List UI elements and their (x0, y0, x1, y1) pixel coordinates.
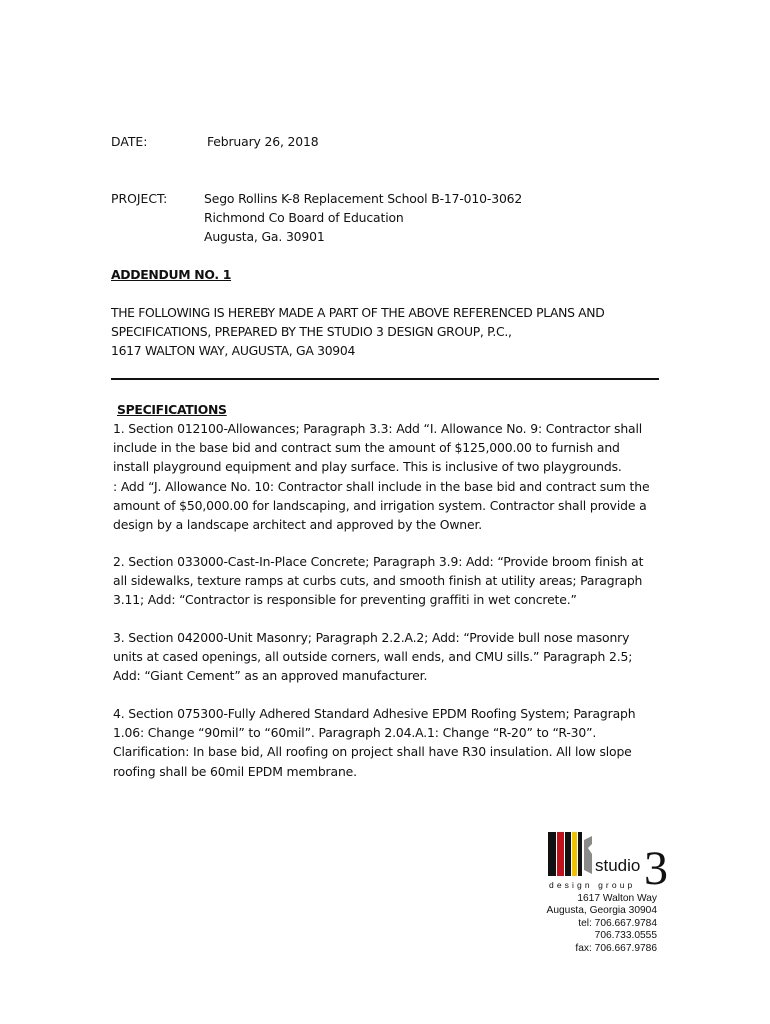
address-city: Augusta, Georgia 30904 (546, 905, 657, 917)
spec-line: include in the base bid and contract sum the amount of $125,000.00 to furnish and (113, 440, 620, 456)
spec-item-3 (113, 628, 632, 686)
addendum-title: ADDENDUM NO. 1 (111, 267, 232, 282)
address-street: 1617 Walton Way (577, 893, 657, 904)
intro-line: THE FOLLOWING IS HEREBY MADE A PART OF THE ABOVE REFERENCED PLANS AND (111, 305, 605, 320)
studio3-logo (548, 830, 668, 895)
address-block (547, 893, 657, 955)
spec-line: design by a landscape architect and approved by the Owner. (113, 517, 483, 533)
project-label: PROJECT: (111, 191, 168, 206)
spec-line: all sidewalks, texture ramps at curbs cuts, and smooth finish at utility areas; Paragraph (113, 573, 643, 589)
intro-line: SPECIFICATIONS, PREPARED BY THE STUDIO 3 DESIGN GROUP, P.C., (111, 324, 512, 339)
project-line: Richmond Co Board of Education (204, 210, 404, 225)
spec-line: : Add “J. Allowance No. 10: Contractor shall include in the base bid and contract sum the (113, 478, 650, 494)
spec-item-2 (113, 552, 643, 610)
specs-heading: SPECIFICATIONS (117, 402, 227, 417)
spec-line: 1.06: Change “90mil” to “60mil”. Paragraph 2.04.A.1: Change “R-20” to “R-30”. (113, 725, 597, 741)
logo-word: studio (595, 856, 641, 875)
logo-bar-yellow (572, 832, 577, 876)
spec-line: install playground equipment and play surface. This is inclusive of two playgrounds. (113, 459, 622, 475)
spec-item-1 (113, 419, 649, 534)
spec-item-4 (113, 704, 635, 781)
spec-line: 2. Section 033000-Cast-In-Place Concrete; Paragraph 3.9: Add: “Provide broom finish at (113, 554, 644, 569)
date-label: DATE: (111, 134, 148, 149)
logo-bar-black-2 (565, 832, 571, 876)
address-phone2: 706.733.0555 (594, 930, 657, 942)
logo-bar-red (557, 832, 564, 876)
logo-numeral: 3 (644, 842, 668, 895)
project-line: Augusta, Ga. 30901 (204, 229, 325, 244)
logo-bar-black (548, 832, 556, 876)
project-line: Sego Rollins K-8 Replacement School B-17-010-3062 (204, 191, 523, 206)
spec-line: 3. Section 042000-Unit Masonry; Paragraph 2.2.A.2; Add: “Provide bull nose masonry (113, 630, 630, 645)
logo-s-shape (584, 836, 592, 874)
date-value: February 26, 2018 (207, 134, 319, 149)
spec-line: 1. Section 012100-Allowances; Paragraph 3.3: Add “I. Allowance No. 9: Contractor shall (113, 421, 643, 436)
logo-tagline: design group (549, 880, 636, 890)
spec-line: 4. Section 075300-Fully Adhered Standard Adhesive EPDM Roofing System; Paragraph (113, 706, 636, 721)
spec-line: Add: “Giant Cement” as an approved manufacturer. (113, 668, 428, 684)
spec-line: amount of $50,000.00 for landscaping, and irrigation system. Contractor shall provide a (113, 497, 647, 513)
address-tel: tel: 706.667.9784 (578, 917, 657, 929)
spec-line: 3.11; Add: “Contractor is responsible for preventing graffiti in wet concrete.” (113, 592, 577, 608)
horizontal-divider (111, 378, 659, 380)
address-fax: fax: 706.667.9786 (575, 942, 657, 954)
intro-line: 1617 WALTON WAY, AUGUSTA, GA 30904 (111, 343, 356, 358)
spec-line: roofing shall be 60mil EPDM membrane. (113, 763, 357, 779)
spec-line: units at cased openings, all outside corners, wall ends, and CMU sills.” Paragraph 2.5; (113, 649, 633, 665)
logo-bar-black-3 (578, 832, 582, 876)
spec-line: Clarification: In base bid, All roofing on project shall have R30 insulation. All low slope (113, 744, 632, 760)
